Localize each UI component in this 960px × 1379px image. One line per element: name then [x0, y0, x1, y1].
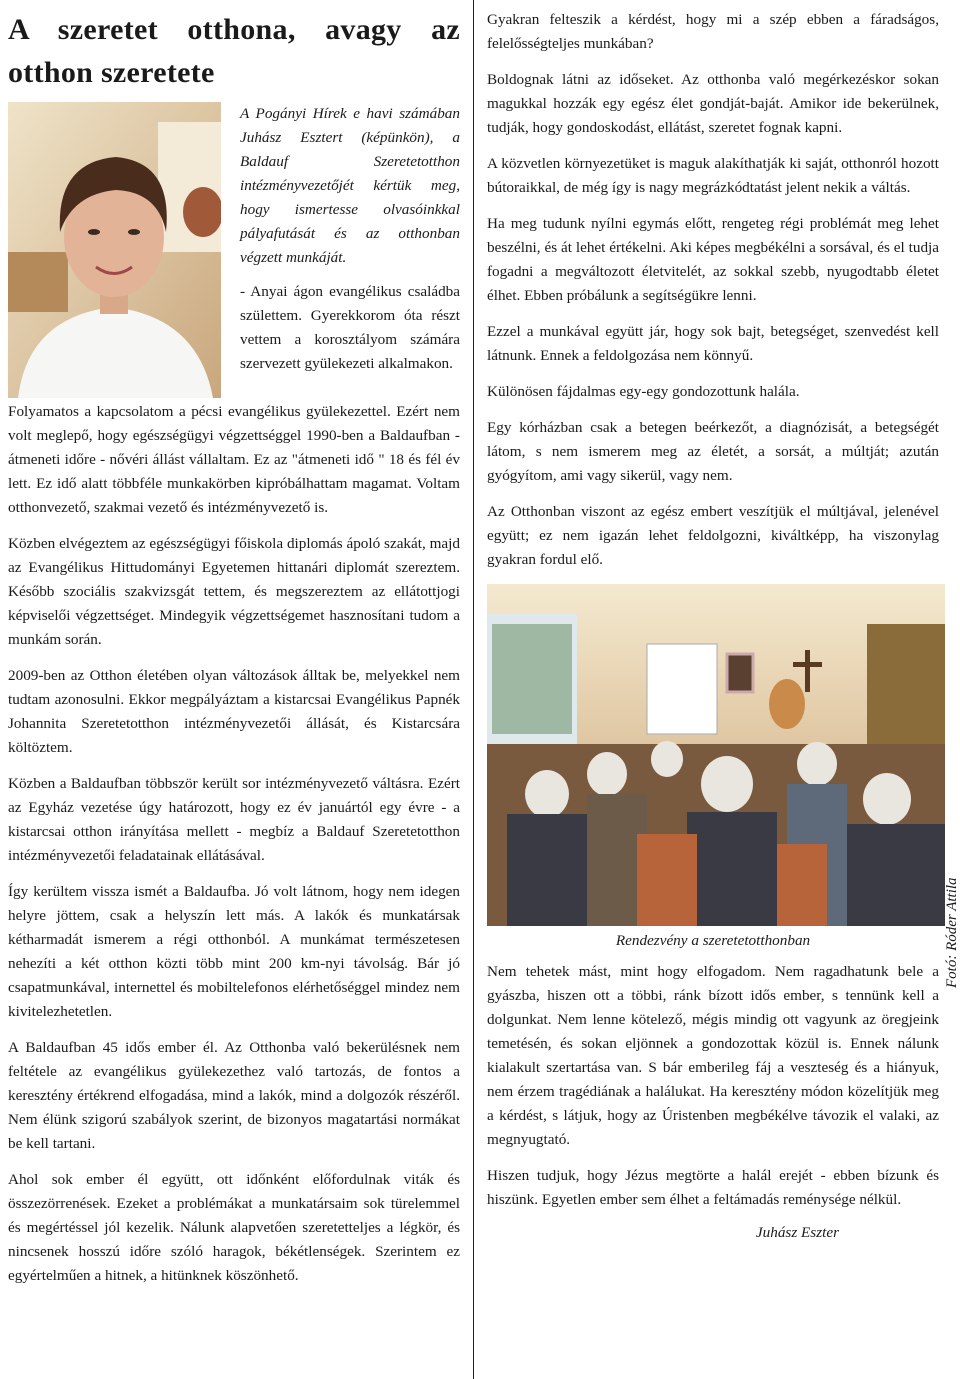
photo-caption: Rendezvény a szeretetotthonban	[615, 932, 811, 949]
left-paragraph-6: A Baldaufban 45 idős ember él. Az Otthonba való bekerülésnek nem feltétele az evangélikus gyülekezethez való tartozás, de fontos a keresztény értékrend elfogadása, mind a lakók, mind a dolgozók részéről. Nem élünk szigorú szabályok szerint, de bizonyos magatartási normákat be kell tartani.	[8, 1039, 460, 1152]
right-paragraph-6: Különösen fájdalmas egy-egy gondozottunk halála.	[487, 383, 800, 400]
right-paragraph-9: Nem tehetek mást, mint hogy elfogadom. Nem ragadhatunk bele a gyászba, hiszen ott a többi, ránk bízott idős ember, s tennünk kell a dolgunkat. Nem lenne kötelező, mégis mindig ott vagyunk az öregjeink temetésén, és sokan eljönnek a gondozottak közül is. Ennek nálunk kialakult szertartása van. S bár emberileg fáj a veszteség és a hiányuk, nem érzem tragédiának a halálukat. Ha keresztény módon közelítjük meg a kérdést, s látjuk, hogy az Úristenben megbékélve távozik el valaki, az megnyugtató.	[487, 963, 939, 1148]
right-paragraph-4: Ha meg tudunk nyílni egymás előtt, rengeteg régi problémát meg lehet beszélni, és át lehet értékelni. Aki képes megbékélni a sorsával, és el tudja fogadni a megváltozott életvitelét, az sokkal szebb, nyugodtabb életet élhet. Ebben próbálunk a segítségükre lenni.	[487, 215, 939, 304]
right-paragraph-3: A közvetlen környezetüket is maguk alakíthatják ki saját, otthonról hozott bútoraikkal, de még így is nagy megrázkódtatást jelent nekik a váltás.	[487, 155, 939, 196]
intro-paragraph: A Pogányi Hírek e havi számában Juhász Esztert (képünkön), a Baldauf Szeretetotthon intézményvezetőjét kértük meg, hogy ismertesse olvasóinkkal pályafutását és az otthonban végzett munkáját.	[240, 105, 460, 266]
photo-credit	[942, 848, 960, 988]
left-paragraph-5: Így kerültem vissza ismét a Baldaufba. Jó volt látnom, hogy nem idegen helyre jöttem, csak a helyszín lett más. A lakók és munkatársak kétharmadát ismerem a régi otthonból. A munkámat természetesen nehezíti a két otthon közti több mint 200 km-nyi távolság. Bár jó csapatmunkával, internettel és mobiltelefonos elérhetőséggel mindez nem kivitelezhetetlen.	[8, 883, 460, 1020]
left-paragraph-2: Közben elvégeztem az egészségügyi főiskola diplomás ápoló szakát, majd az Evangélikus Hittudományi Egyetemen hittanári diplomát szereztem. Később szociális szakvizsgát tettem, és megszereztem az ellátottjogi képviselői végzettséget. Mindegyik végzettségemet hasznosítani tudom a munkám során.	[8, 535, 460, 648]
portrait-photo	[8, 102, 221, 398]
article-title: A szeretet otthona, avagy az otthon szeretete	[8, 13, 460, 89]
right-paragraph-10: Hiszen tudjuk, hogy Jézus megtörte a halál erejét - ebben bízunk és hiszünk. Egyetlen ember sem élhet a feltámadás reménysége nélkül.	[487, 1167, 939, 1208]
intro-quote: - Anyai ágon evangélikus családba születtem. Gyerekkorom óta részt vettem a korosztályom számára szervezett gyülekezeti alkalmakon.	[240, 283, 460, 372]
right-column	[487, 8, 939, 1242]
right-paragraph-7: Egy kórházban csak a betegen beérkezőt, a diagnózisát, a betegségét látom, s nem ismerem meg az életét, a sorsát, a múltját; azután gyógyítom, ami vagy sikerül, vagy nem.	[487, 419, 939, 484]
left-paragraph-7: Ahol sok ember él együtt, ott időnként előfordulnak viták és összezörrenések. Ezeket a problémákat a munkatársaim sok türelemmel és megértéssel jól kezelik. Nálunk alapvetően szeretetteljes a légkör, és nincsenek hosszú időre szóló haragok, békétlenségek. Szerintem ez egyértelműen a hitnek, a hitünknek köszönhető.	[8, 1171, 460, 1284]
right-paragraph-5: Ezzel a munkával együtt jár, hogy sok bajt, betegséget, szenvedést kell látnunk. Ennek a feldolgozása nem könnyű.	[487, 323, 939, 364]
photo-credit-text: Fotó: Róder Attila	[944, 877, 960, 988]
intro-block	[8, 102, 460, 400]
event-photo	[487, 584, 945, 926]
author-signature: Juhász Eszter	[755, 1224, 839, 1241]
left-paragraph-3: 2009-ben az Otthon életében olyan változások álltak be, melyekkel nem tudtam azonosulni. Ekkor megpályáztam a kistarcsai Evangélikus Papnék Johannita Szeretetotthon intézményvezetői állását, és Kistarcsára költöztem.	[8, 667, 460, 756]
right-paragraph-8: Az Otthonban viszont az egész embert veszítjük el múltjával, jelenével együtt; ez nem igazán lehet feldolgozni, kiváltképp, ha viszonylag gyakran fordul elő.	[487, 503, 939, 568]
intro-text	[240, 102, 460, 386]
left-paragraph-4: Közben a Baldaufban többször került sor intézményvezető váltásra. Ezért az Egyház vezetése úgy határozott, hogy ez év januártól egy évre - a kistarcsai otthon irányítása mellett - megbíz a Baldauf Szeretetotthon intézményvezetői feladatainak ellátásával.	[8, 775, 460, 864]
right-paragraph-2: Boldognak látni az időseket. Az otthonba való megérkezéskor sokan magukkal hozzák egy egész élet gondját-baját. Amikor ide bekerülnek, tudják, hogy gondoskodást, ellátást, szeretet fognak kapni.	[487, 71, 939, 136]
left-column	[8, 8, 460, 1300]
left-paragraph-1: Folyamatos a kapcsolatom a pécsi evangélikus gyülekezettel. Ezért nem volt meglepő, hogy egészségügyi végzettséggel 1990-ben a Baldaufban - átmeneti időre - nővéri állást vállaltam. Ez az "átmeneti idő " 18 és fél év lett. Ez idő alatt többféle munkakörben kipróbálhattam magamat. Voltam otthonvezető, szakmai vezető és intézményvezető is.	[8, 403, 460, 516]
column-divider	[473, 0, 474, 1379]
right-paragraph-1: Gyakran felteszik a kérdést, hogy mi a szép ebben a fáradságos, felelősségteljes munkában?	[487, 11, 939, 52]
